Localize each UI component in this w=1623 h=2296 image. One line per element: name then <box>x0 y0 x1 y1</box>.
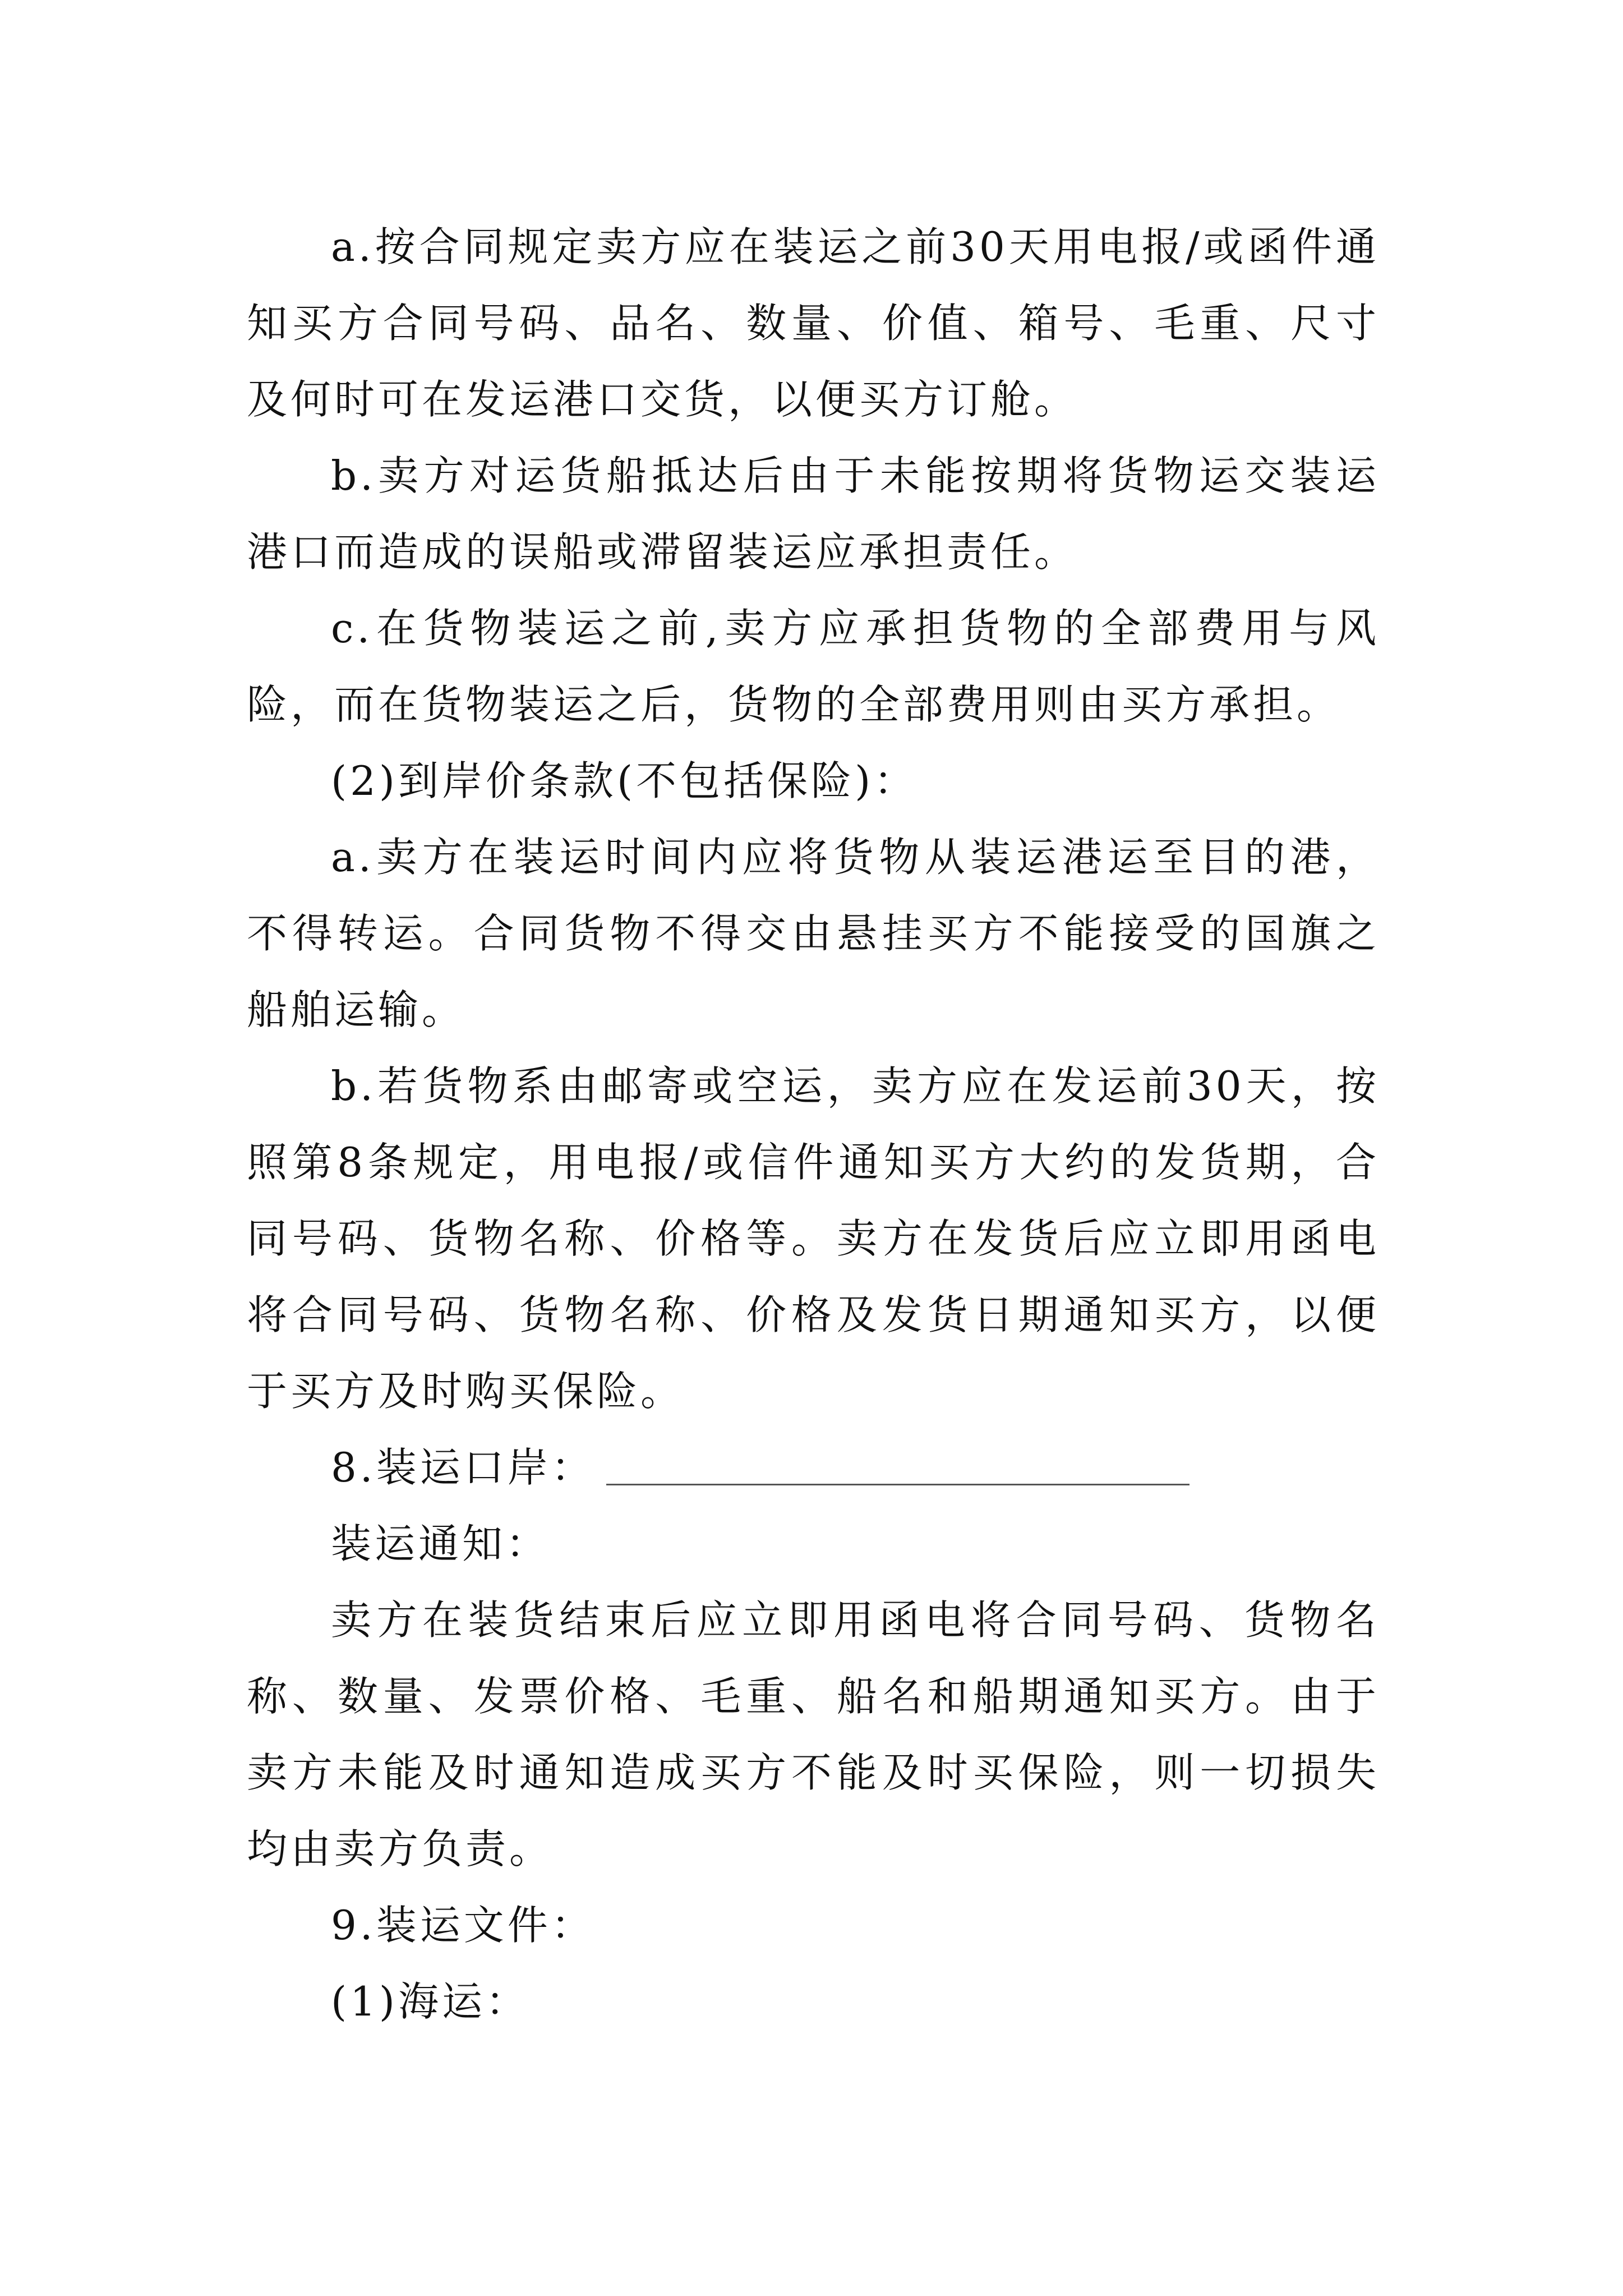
clause-heading-ocean-transport: (1)海运： <box>331 1978 529 2025</box>
paragraph-a-transport: a.卖方在装运时间内应将货物从装运港运至目的港，不得转运。合同货物不得交由悬挂买方不能接受的国旗之船舶运输。 <box>247 834 1380 1033</box>
port-of-shipment-blank-line[interactable] <box>606 1481 1189 1485</box>
paragraph-shipping-advice: 卖方在装货结束后应立即用函电将合同号码、货物名称、数量、发票价格、毛重、船名和船期通知买方。由于卖方未能及时通知造成买方不能及时买保险，则一切损失均由卖方负责。 <box>247 1596 1380 1872</box>
paragraph-b-seller-liability: b.卖方对运货船抵达后由于未能按期将货物运交装运港口而造成的误船或滞留装运应承担责任。 <box>247 452 1380 576</box>
paragraph-c-cost-and-risk: c.在货物装运之前,卖方应承担货物的全部费用与风险，而在货物装运之后，货物的全部费用则由买方承担。 <box>247 605 1380 728</box>
clause-heading-shipping-documents: 9.装运文件： <box>331 1902 595 1949</box>
paragraph-a-shipping-notice: a.按合同规定卖方应在装运之前30天用电报/或函件通知买方合同号码、品名、数量、价值、箱号、毛重、尺寸及何时可在发运港口交货，以便买方订舱。 <box>247 223 1380 423</box>
clause-heading-shipping-advice: 装运通知： <box>331 1520 550 1567</box>
clause-heading-cfr-terms: (2)到岸价条款(不包括保险)： <box>331 757 918 804</box>
port-of-shipment-label: 8.装运口岸： <box>331 1444 595 1491</box>
clause-port-of-shipment <box>331 1429 1189 1506</box>
paragraph-b-mail-or-air: b.若货物系由邮寄或空运，卖方应在发运前30天，按照第8条规定，用电报/或信件通知买方大约的发货期，合同号码、货物名称、价格等。卖方在发货后应立即用函电将合同号码、货物名称、价格及发货日期通知买方，以便于买方及时购买保险。 <box>247 1062 1380 1415</box>
